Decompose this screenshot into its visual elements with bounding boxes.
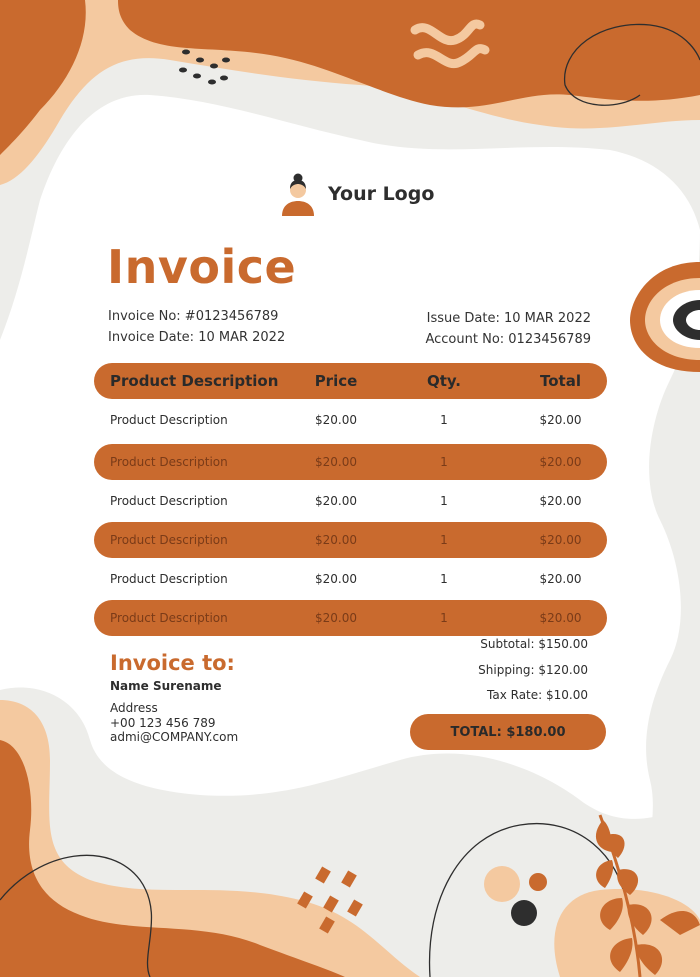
table-row [94, 522, 607, 558]
row-description: Product Description [110, 533, 228, 547]
row-description: Product Description [110, 494, 228, 508]
row-description: Product Description [110, 611, 228, 625]
bill-to-phone: +00 123 456 789 [110, 715, 216, 730]
logo [280, 172, 434, 216]
row-price: $20.00 [315, 494, 357, 508]
row-description: Product Description [110, 413, 228, 427]
row-total: $20.00 [539, 494, 582, 508]
header-description: Product Description [110, 372, 279, 390]
bill-to-address: Address [110, 701, 158, 715]
table-row [94, 600, 607, 636]
bill-to-email: admi@COMPANY.com [110, 730, 239, 744]
invoice-date: Invoice Date: 10 MAR 2022 [108, 330, 286, 345]
bill-to-name: Name Surename [110, 679, 222, 693]
shipping: Shipping: $120.00 [478, 662, 588, 677]
items-table [94, 363, 607, 636]
row-price: $20.00 [315, 572, 357, 586]
row-total: $20.00 [539, 611, 582, 625]
invoice-meta-right [425, 308, 591, 350]
bill-to-title: Invoice to: [110, 651, 235, 675]
row-qty: 1 [440, 533, 448, 547]
invoice-title: Invoice [107, 240, 297, 294]
header-qty: Qty. [426, 372, 462, 390]
logo-text: Your Logo [328, 183, 435, 205]
account-number: Account No: 0123456789 [425, 332, 591, 347]
table-row [94, 402, 607, 438]
tax-rate: Tax Rate: $10.00 [487, 688, 588, 702]
table-header [94, 363, 607, 399]
row-qty: 1 [440, 611, 448, 625]
subtotal: Subtotal: $150.00 [480, 637, 588, 651]
row-total: $20.00 [539, 533, 582, 547]
row-price: $20.00 [315, 413, 357, 427]
invoice-number: Invoice No: #0123456789 [108, 309, 279, 324]
table-row [94, 561, 607, 597]
row-qty: 1 [440, 413, 448, 427]
row-price: $20.00 [315, 455, 357, 469]
grand-total: TOTAL: $180.00 [410, 714, 606, 750]
bill-to-details [110, 701, 238, 745]
row-qty: 1 [440, 455, 448, 469]
invoice-meta-left [108, 306, 285, 348]
row-price: $20.00 [315, 611, 357, 625]
table-row [94, 483, 607, 519]
row-total: $20.00 [539, 572, 582, 586]
row-description: Product Description [110, 572, 228, 586]
table-row [94, 444, 607, 480]
header-price: Price [314, 372, 358, 390]
row-description: Product Description [110, 455, 228, 469]
totals-summary [478, 632, 588, 709]
row-total: $20.00 [539, 455, 582, 469]
row-qty: 1 [440, 572, 448, 586]
woman-avatar-icon [280, 172, 316, 216]
issue-date: Issue Date: 10 MAR 2022 [426, 311, 591, 326]
row-price: $20.00 [315, 533, 357, 547]
header-total: Total [540, 372, 581, 390]
row-qty: 1 [440, 494, 448, 508]
row-total: $20.00 [539, 413, 582, 427]
